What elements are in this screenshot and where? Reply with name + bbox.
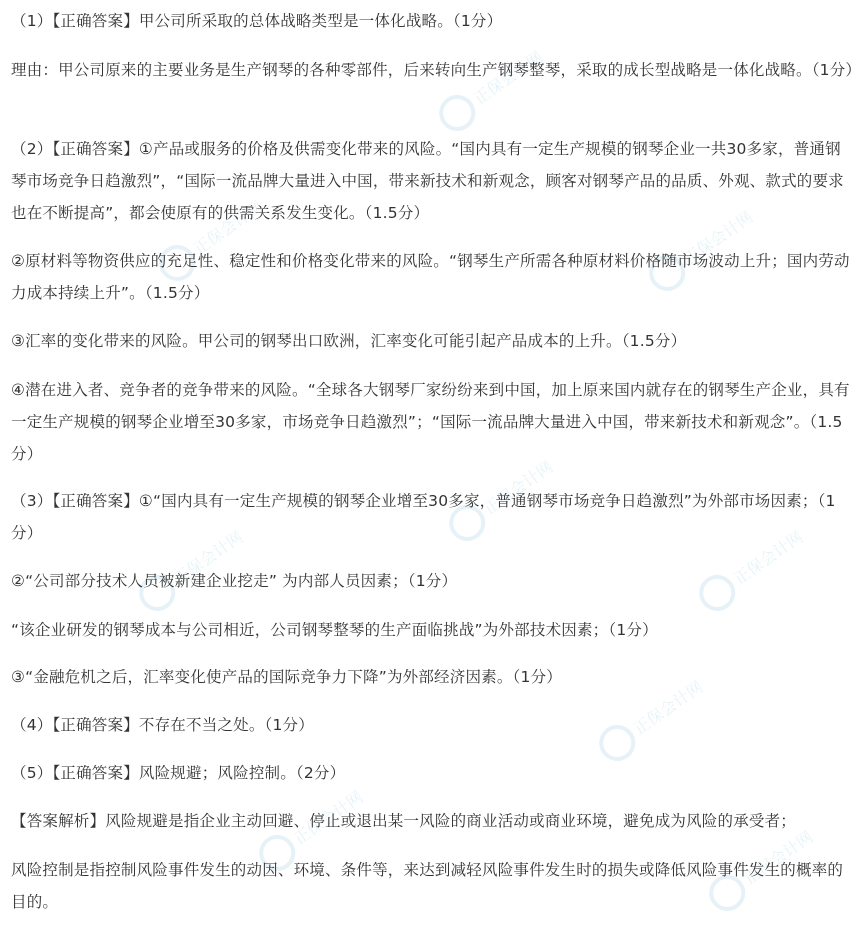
svg-text:正保会计网校: 正保会计网校 <box>190 187 277 259</box>
answer-q2-item3: ③汇率的变化带来的风险。甲公司的钢琴出口欧洲，汇率变化可能引起产品成本的上升。（1.5分） <box>11 332 687 350</box>
svg-text:正保会计网校: 正保会计网校 <box>290 777 377 849</box>
answer-analysis-control: 风险控制是指控制风险事件发生的动因、环境、条件等，来达到减轻风险事件发生时的损失或降低风险事件发生的概率的目的。 <box>11 861 844 911</box>
answer-q1: （1）【正确答案】甲公司所采取的总体战略类型是一体化战略。（1分） <box>11 12 503 30</box>
svg-text:正保会计网校: 正保会计网校 <box>480 447 567 519</box>
answer-q3-item2b: “该企业研发的钢琴成本与公司相近，公司钢琴整琴的生产面临挑战”为外部技术因素；（1分） <box>11 621 658 639</box>
answer-q5: （5）【正确答案】风险规避；风险控制。（2分） <box>11 764 346 782</box>
answer-q3-item3: ③“金融危机之后，汇率变化使产品的国际竞争力下降”为外部经济因素。（1分） <box>11 668 562 686</box>
svg-text:正保会计网校: 正保会计网校 <box>730 517 817 589</box>
answer-q2-item2: ②原材料等物资供应的充足性、稳定性和价格变化带来的风险。“钢琴生产所需各种原材料价格随市场波动上升；国内劳动力成本持续上升”。（1.5分） <box>11 252 850 302</box>
answer-q1-reason: 理由：甲公司原来的主要业务是生产钢琴的各种零部件，后来转向生产钢琴整琴，采取的成长型战略是一体化战略。（1分） <box>11 61 862 79</box>
answer-q2-item1: （2）【正确答案】①产品或服务的价格及供需变化带来的风险。“国内具有一定生产规模的钢琴企业一共30多家，普通钢琴市场竞争日趋激烈”，“国际一流品牌大量进入中国，带来新技术和新观念，顾客对钢琴产品的品质、外观、款式的要求也在不断提高”，都会使原有的供需关系发生变化。（1.5分） <box>11 140 844 222</box>
svg-text:正保会计网校: 正保会计网校 <box>680 197 767 269</box>
answer-q4: （4）【正确答案】不存在不当之处。（1分） <box>11 716 314 734</box>
watermark-logo <box>424 31 557 149</box>
answer-q3-item2: ②“公司部分技术人员被新建企业挖走” 为内部人员因素；（1分） <box>11 572 458 590</box>
svg-text:正保会计网校: 正保会计网校 <box>170 517 257 589</box>
answer-q2-item4: ④潜在进入者、竞争者的竞争带来的风险。“全球各大钢琴厂家纷纷来到中国，加上原来国内就存在的钢琴生产企业，具有一定生产规模的钢琴企业增至30多家，市场竞争日趋激烈”；“国际一流品牌大量进入中国，带来新技术和新观念”。（1.5分） <box>11 381 850 463</box>
svg-text:正保会计网校: 正保会计网校 <box>740 817 827 889</box>
answer-q3-item1: （3）【正确答案】①“国内具有一定生产规模的钢琴企业增至30多家，普通钢琴市场竞争日趋激烈”为外部市场因素；（1分） <box>11 492 836 542</box>
svg-text:正保会计网校: 正保会计网校 <box>630 667 717 739</box>
answer-analysis: 【答案解析】风险规避是指企业主动回避、停止或退出某一风险的商业活动或商业环境，避免成为风险的承受者； <box>11 812 797 830</box>
svg-text:正保会计网校: 正保会计网校 <box>470 37 557 109</box>
